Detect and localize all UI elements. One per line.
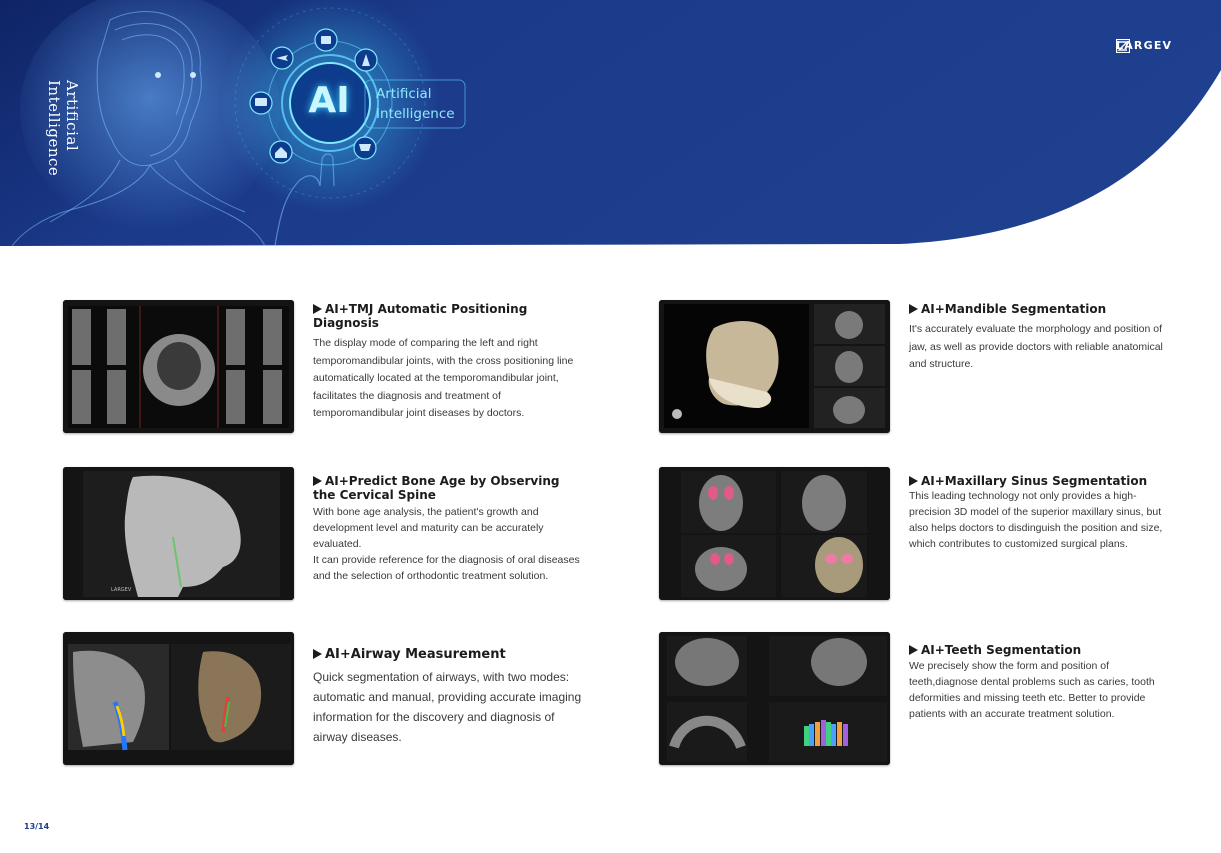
page-number: 13/14: [24, 822, 50, 831]
teeth-image: [659, 632, 890, 765]
airway-heading: AI+Airway Measurement: [313, 648, 583, 662]
triangle-bullet-icon: [313, 649, 322, 659]
bone-age-heading: AI+Predict Bone Age by Observing the Cervical Spine: [313, 474, 560, 502]
tmj-body: The display mode of comparing the left and right temporomandibular joints, with the cross positioning line automatically located at the temporomandibular joint, facilitates the diagnosis and treatment of temporomandibular joint diseases by doctors.: [313, 337, 574, 419]
banner-artwork: [0, 0, 1221, 246]
maxillary-sinus-section: [909, 474, 1171, 552]
ai-subtitle-line1: Artificial: [376, 86, 432, 102]
mandible-body: It's accurately evaluate the morphology and position of jaw, as well as provide doctors with reliable anatomical and structure.: [909, 323, 1163, 370]
brand-name: LARGEV: [1116, 39, 1173, 52]
ai-subtitle-line2: Intelligence: [376, 106, 455, 122]
bone-age-section: [313, 474, 583, 584]
triangle-bullet-icon: [909, 476, 918, 486]
triangle-bullet-icon: [313, 476, 322, 486]
teeth-section: [909, 643, 1171, 722]
mandible-section: [909, 302, 1169, 374]
tmj-image: [63, 300, 294, 433]
bone-age-body-2: It can provide reference for the diagnosis of oral diseases and the selection of orthodontic treatment solution.: [313, 554, 580, 582]
triangle-bullet-icon: [313, 304, 322, 314]
airway-body: Quick segmentation of airways, with two modes: automatic and manual, providing accurate imaging information for the discovery and diagnosis of airway diseases.: [313, 670, 582, 744]
teeth-heading: AI+Teeth Segmentation: [909, 643, 1171, 657]
svg-text:LARGEV: LARGEV: [111, 587, 132, 593]
triangle-bullet-icon: [909, 304, 918, 314]
mandible-heading: AI+Mandible Segmentation: [909, 302, 1169, 316]
vertical-section-title: Artificial Intelligence: [45, 80, 81, 177]
tmj-heading: AI+TMJ Automatic Positioning Diagnosis: [313, 302, 528, 330]
airway-section: [313, 648, 583, 747]
ai-subtitle: [376, 84, 455, 124]
maxillary-sinus-image: [659, 467, 890, 600]
mandible-image: [659, 300, 890, 433]
header-banner: [0, 0, 1221, 246]
maxillary-sinus-body: This leading technology not only provides a high-precision 3D model of the superior maxillary sinus, but also helps doctors to disdinguish the position and size, which contributes to customized surgical plans.: [909, 490, 1163, 550]
bone-age-body-1: With bone age analysis, the patient's growth and development level and maturity can be accurately evaluated.: [313, 506, 544, 550]
brand-logo-icon: [1116, 39, 1130, 53]
teeth-body: We precisely show the form and position of teeth,diagnose dental problems such as caries, tooth deformities and missing teeth etc. Better to provide patients with an accurate treatment solution.: [909, 660, 1155, 720]
maxillary-sinus-heading: AI+Maxillary Sinus Segmentation: [909, 474, 1171, 488]
airway-image: [63, 632, 294, 765]
bone-age-image: [63, 467, 294, 600]
triangle-bullet-icon: [909, 645, 918, 655]
ai-badge: AI: [308, 80, 350, 121]
tmj-section: [313, 302, 585, 423]
brand-logo: [1116, 39, 1172, 52]
